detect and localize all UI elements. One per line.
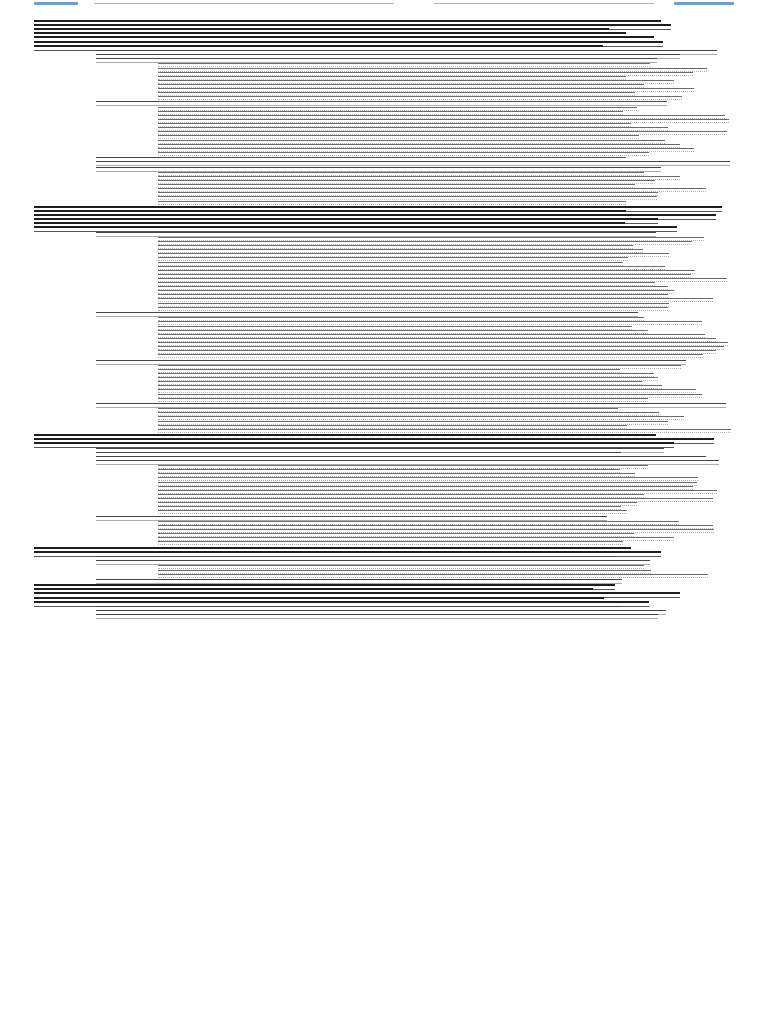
outline-level3-line	[158, 201, 626, 205]
outline-level3-line	[158, 63, 650, 67]
outline-level2-line	[96, 101, 667, 106]
outline-level3-line	[158, 398, 648, 402]
outline-level3-line	[158, 298, 713, 302]
outline-level3-line	[158, 321, 702, 325]
outline-level3-line	[158, 307, 668, 311]
outline-level3-line	[158, 510, 627, 514]
outline-level3-line	[158, 354, 703, 358]
outline-level3-line	[158, 257, 628, 261]
outline-level2-line	[96, 614, 658, 619]
outline-level3-line	[158, 96, 682, 100]
outline-level3-line	[158, 389, 696, 393]
outline-level3-line	[158, 477, 698, 481]
outline-level3-line	[158, 152, 649, 156]
outline-level2-line	[96, 161, 730, 166]
outline-level3-line	[158, 416, 684, 420]
outline-level3-line	[158, 574, 708, 578]
outline-level3-line	[158, 565, 644, 569]
outline-level3-line	[158, 429, 731, 433]
outline-level3-line	[158, 135, 639, 139]
outline-level3-line	[158, 541, 623, 545]
outline-level3-line	[158, 196, 657, 200]
